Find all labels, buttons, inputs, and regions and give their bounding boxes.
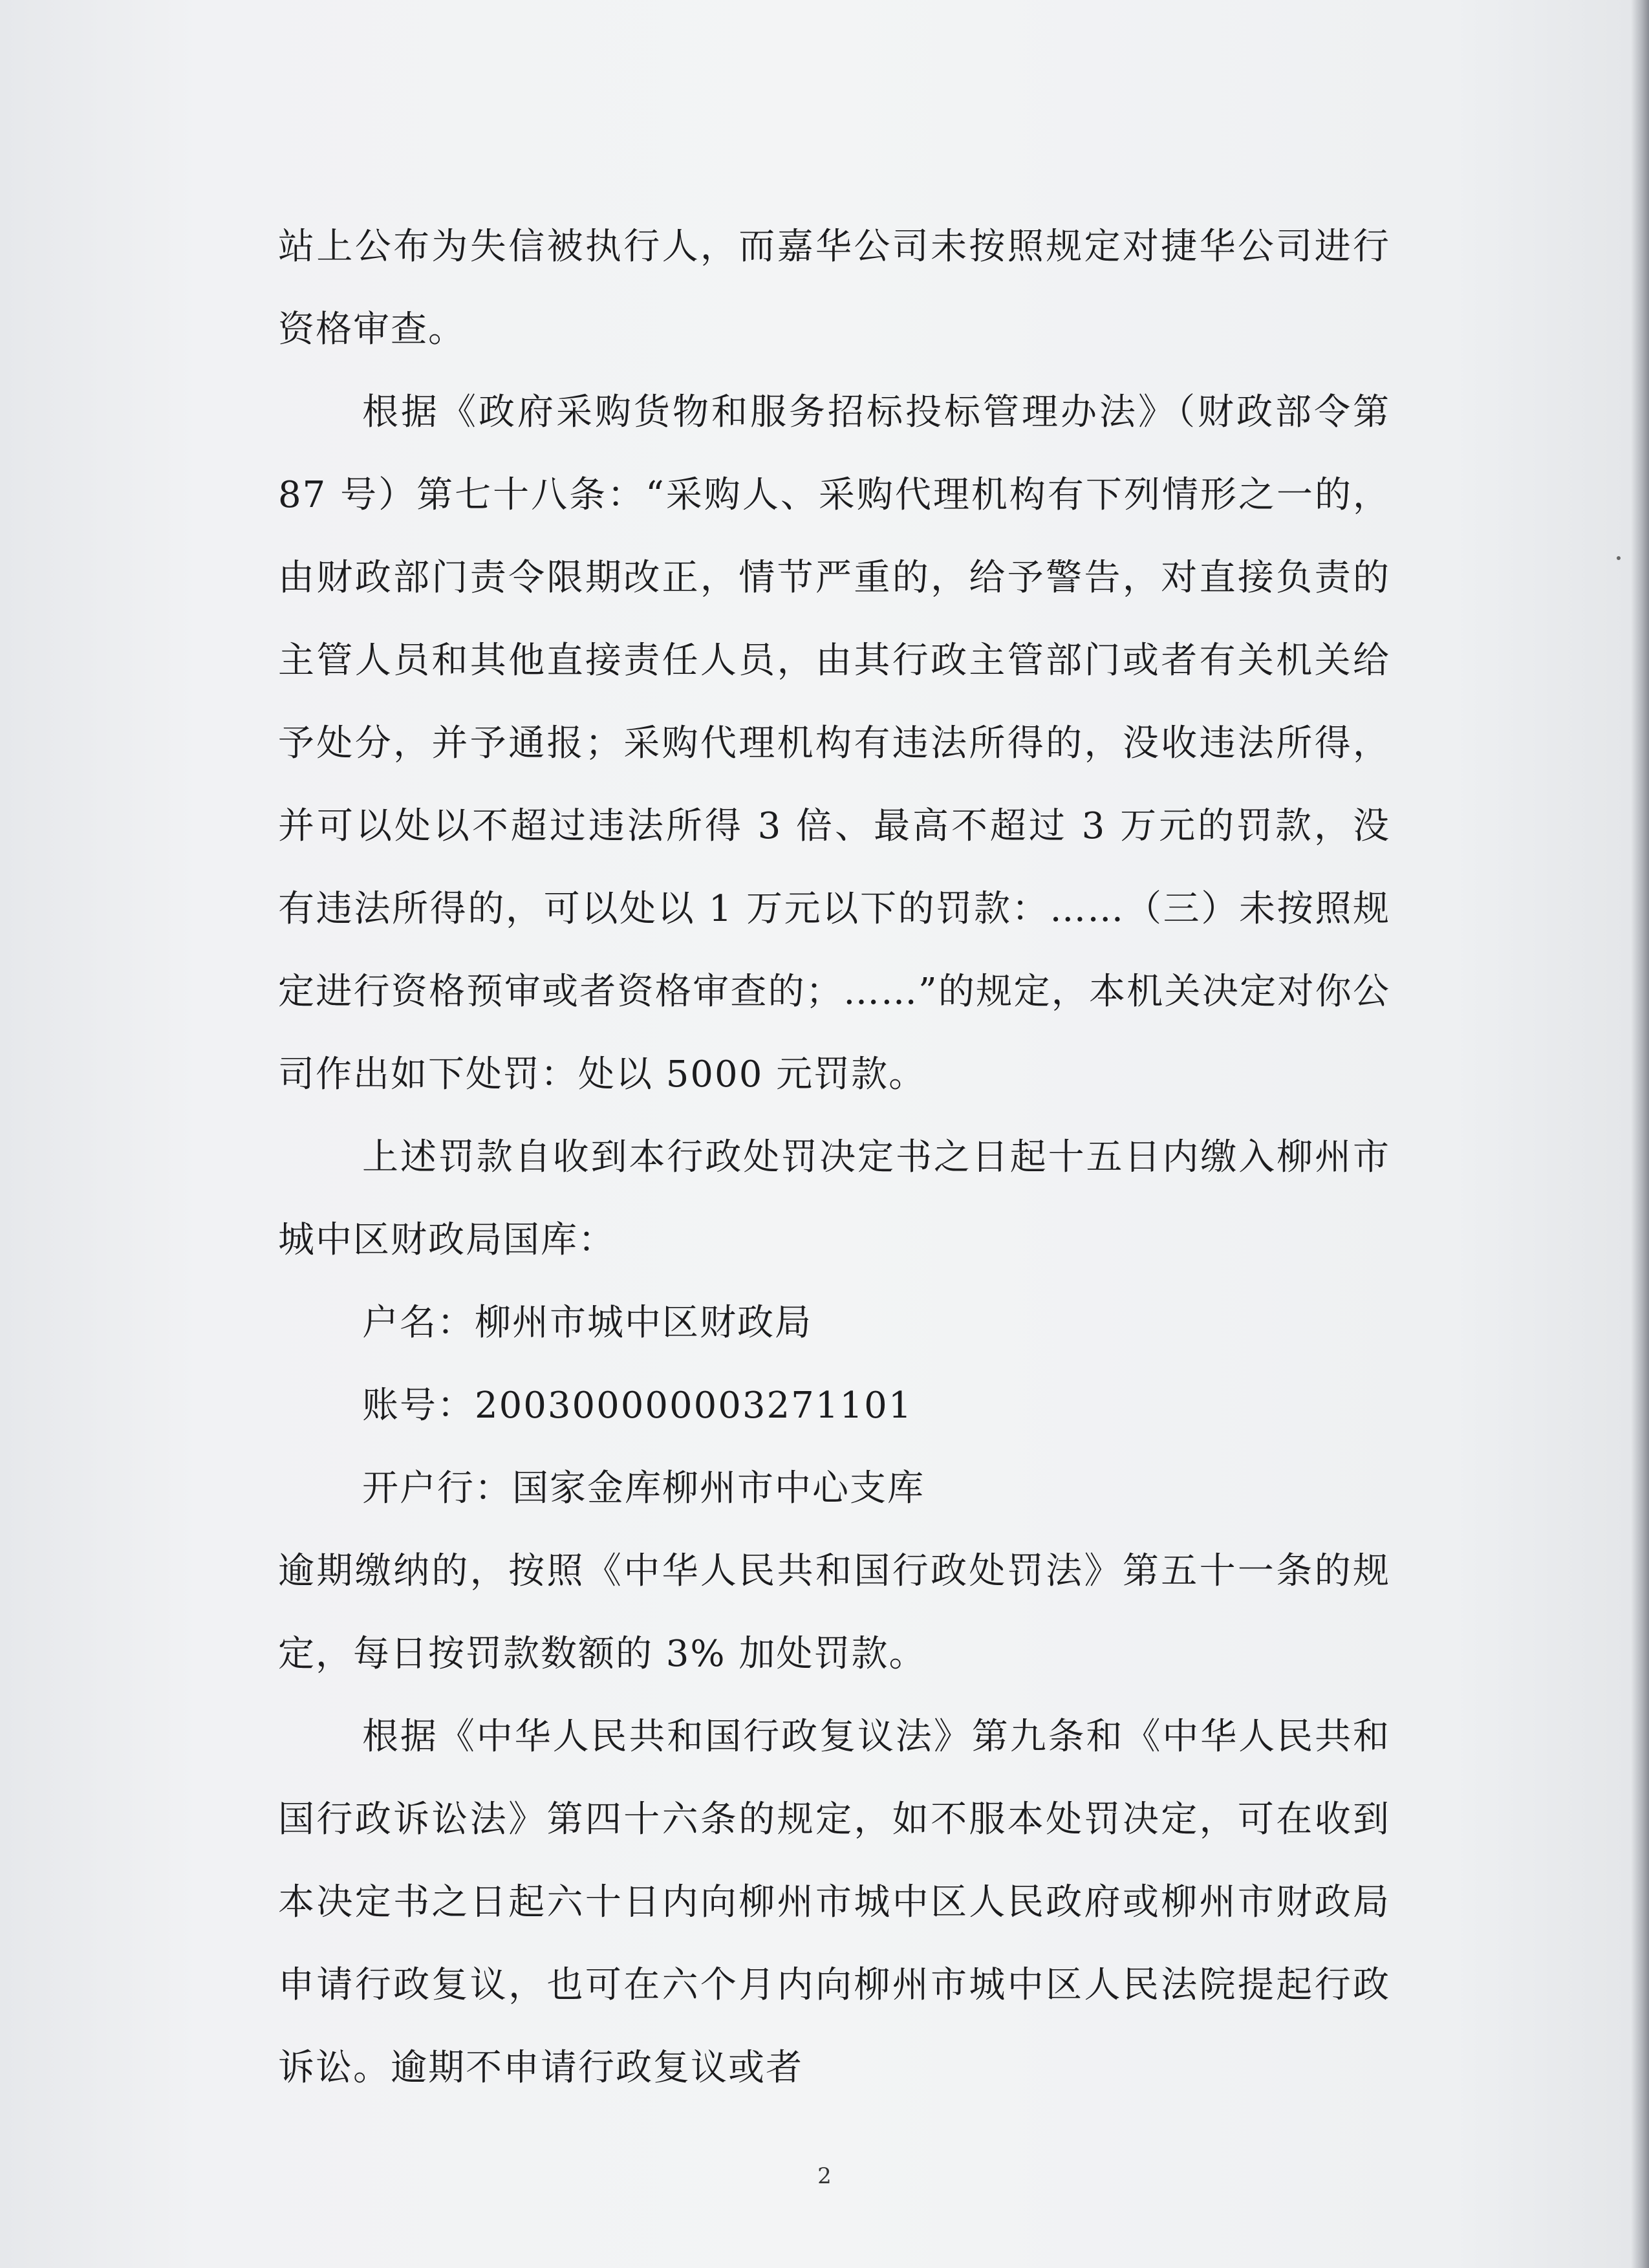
page-number: 2 bbox=[817, 2163, 832, 2189]
account-number-line: 账号：200300000003271101 bbox=[362, 1385, 913, 1427]
paragraph-p8: 根据《中华人民共和国行政复议法》第九条和《中华人民共和国行政诉讼法》第四十六条的规定，如不服本处罚决定，可在收到本决定书之日起六十日内向柳州市城中区人民政府或柳州市财政局申请行政复议，也可在六个月内向柳州市城中区人民法院提起行政诉讼。逾期不申请行政复议或者 bbox=[278, 1716, 1390, 2089]
document-body bbox=[278, 206, 1390, 2110]
bank-line: 开户行：国家金库柳州市中心支库 bbox=[362, 1467, 925, 1509]
paragraph-p7: 逾期缴纳的，按照《中华人民共和国行政处罚法》第五十一条的规定，每日按罚款数额的 3% 加处罚款。 bbox=[278, 1550, 1390, 1675]
paragraph-p1: 站上公布为失信被执行人，而嘉华公司未按照规定对捷华公司进行资格审查。 bbox=[278, 226, 1390, 351]
paragraph-p3: 上述罚款自收到本行政处罚决定书之日起十五日内缴入柳州市城中区财政局国库： bbox=[278, 1136, 1390, 1261]
paragraph-p2: 根据《政府采购货物和服务招标投标管理办法》（财政部令第 87 号）第七十八条：“采购人、采购代理机构有下列情形之一的，由财政部门责令限期改正，情节严重的，给予警告，对直接负责的主管人员和其他直接责任人员，由其行政主管部门或者有关机关给予处分，并予通报；采购代理机构有违法所得的，没收违法所得，并可以处以不超过违法所得 3 倍、最高不超过 3 万元的罚款，没有违法所得的，可以处以 1 万元以下的罚款：……（三）未按照规定进行资格预审或者资格审查的；……”的规定，本机关决定对你公司作出如下处罚：处以 5000 元罚款。 bbox=[278, 391, 1390, 1096]
account-name-line: 户名：柳州市城中区财政局 bbox=[362, 1302, 812, 1344]
scan-speck bbox=[1617, 556, 1621, 560]
